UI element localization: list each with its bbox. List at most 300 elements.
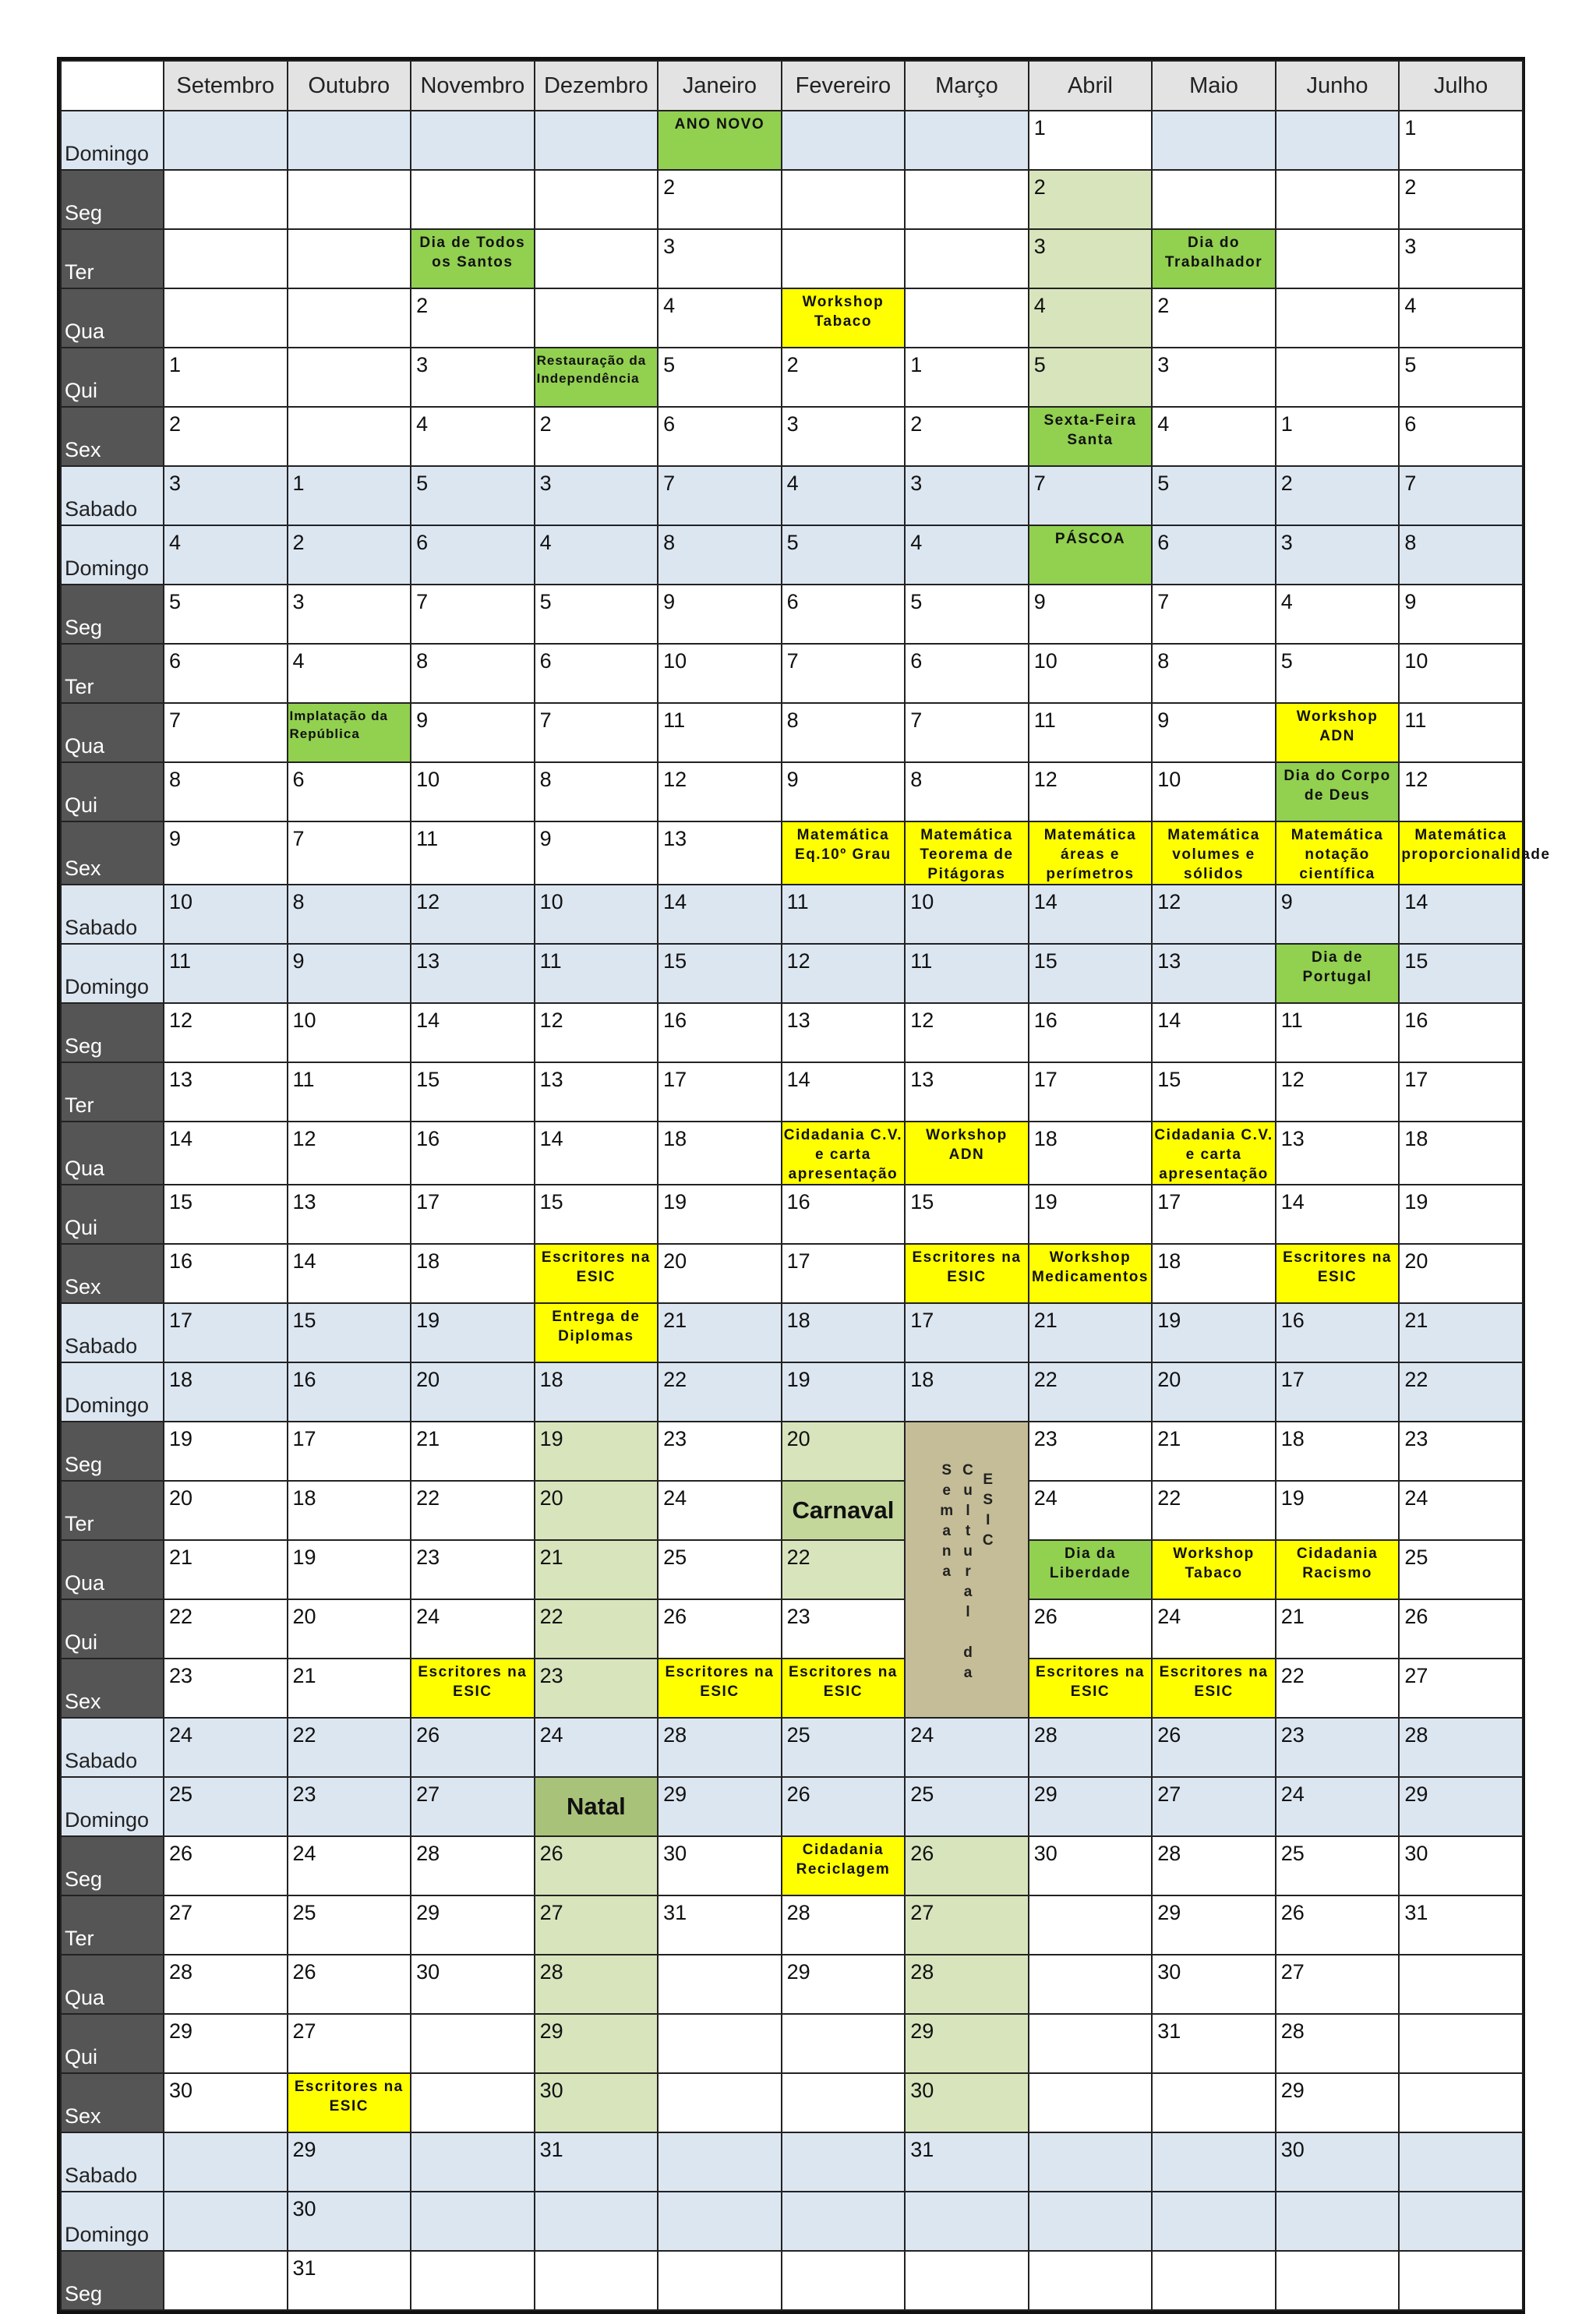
date-cell: 1 <box>1276 407 1400 466</box>
date-cell <box>1399 2014 1523 2073</box>
day-label: Sex <box>61 1244 164 1303</box>
date-cell: 13 <box>288 1185 411 1244</box>
date-cell: 18 <box>411 1244 535 1303</box>
date-cell: 16 <box>1029 1003 1153 1062</box>
semana-letter: C <box>982 1532 994 1549</box>
date-cell: 21 <box>288 1659 411 1718</box>
date-cell <box>288 407 411 466</box>
date-cell: 27 <box>411 1777 535 1836</box>
date-cell: 13 <box>1152 944 1276 1003</box>
day-label: Ter <box>61 1481 164 1540</box>
date-cell: 1 <box>1029 111 1153 170</box>
date-cell <box>1276 170 1400 229</box>
date-cell: 6 <box>535 644 659 703</box>
date-cell: 28 <box>782 1895 906 1955</box>
date-cell <box>1029 2073 1153 2132</box>
date-cell: 23 <box>535 1659 659 1718</box>
date-cell: 10 <box>535 885 659 944</box>
date-cell: 28 <box>905 1955 1029 2014</box>
date-cell: 27 <box>905 1895 1029 1955</box>
date-cell: 7 <box>905 703 1029 762</box>
date-cell: 16 <box>164 1244 288 1303</box>
event-cell: Cidadania C.V. e carta apresentação <box>1152 1122 1276 1185</box>
date-cell: 31 <box>288 2251 411 2310</box>
date-cell: 11 <box>1276 1003 1400 1062</box>
date-cell <box>658 2073 782 2132</box>
date-cell: 26 <box>164 1836 288 1895</box>
date-cell: 2 <box>164 407 288 466</box>
date-cell: 22 <box>1152 1481 1276 1540</box>
day-label: Qua <box>61 288 164 348</box>
date-cell: 21 <box>535 1540 659 1599</box>
date-cell: 4 <box>658 288 782 348</box>
date-cell: 20 <box>782 1422 906 1481</box>
date-cell: 22 <box>1276 1659 1400 1718</box>
date-cell: 3 <box>658 229 782 288</box>
date-cell: 26 <box>288 1955 411 2014</box>
date-cell: 19 <box>164 1422 288 1481</box>
week-day-row <box>61 170 1523 229</box>
date-cell: 18 <box>1029 1122 1153 1185</box>
date-cell: 26 <box>782 1777 906 1836</box>
date-cell: 25 <box>658 1540 782 1599</box>
date-cell <box>905 111 1029 170</box>
event-cell: Workshop ADN <box>905 1122 1029 1185</box>
date-cell: 15 <box>1152 1062 1276 1122</box>
date-cell <box>164 229 288 288</box>
semana-letter: S <box>983 1492 994 1508</box>
date-cell: 18 <box>535 1362 659 1422</box>
date-cell: 25 <box>1276 1836 1400 1895</box>
date-cell: 20 <box>1399 1244 1523 1303</box>
date-cell: 23 <box>658 1422 782 1481</box>
date-cell: 30 <box>1152 1955 1276 2014</box>
day-label: Seg <box>61 1422 164 1481</box>
date-cell <box>1276 2251 1400 2310</box>
date-cell <box>1029 1895 1153 1955</box>
month-header: Maio <box>1152 61 1276 111</box>
day-label: Sabado <box>61 885 164 944</box>
week-day-row <box>61 885 1523 944</box>
month-header: Junho <box>1276 61 1400 111</box>
date-cell: 17 <box>658 1062 782 1122</box>
date-cell <box>1029 2192 1153 2251</box>
semana-letter: a <box>963 1665 973 1681</box>
school-year-calendar <box>57 57 1551 2314</box>
date-cell <box>164 2251 288 2310</box>
date-cell <box>1152 170 1276 229</box>
date-cell: 6 <box>782 585 906 644</box>
date-cell: 16 <box>411 1122 535 1185</box>
date-cell <box>1276 2192 1400 2251</box>
date-cell: 26 <box>1276 1895 1400 1955</box>
date-cell: 4 <box>164 525 288 585</box>
date-cell: 1 <box>288 466 411 525</box>
date-cell: 24 <box>1152 1599 1276 1659</box>
date-cell <box>535 229 659 288</box>
week-day-row <box>61 2014 1523 2073</box>
date-cell: 12 <box>1399 762 1523 821</box>
date-cell: 4 <box>1276 585 1400 644</box>
day-label: Qui <box>61 2014 164 2073</box>
date-cell: 7 <box>782 644 906 703</box>
date-cell: 5 <box>1399 348 1523 407</box>
date-cell: 5 <box>1152 466 1276 525</box>
date-cell: 15 <box>411 1062 535 1122</box>
date-cell: 2 <box>1029 170 1153 229</box>
date-cell: 14 <box>658 885 782 944</box>
date-cell: 8 <box>288 885 411 944</box>
date-cell: 16 <box>1399 1003 1523 1062</box>
month-header: Novembro <box>411 61 535 111</box>
date-cell: 22 <box>535 1599 659 1659</box>
month-header: Janeiro <box>658 61 782 111</box>
date-cell: 2 <box>782 348 906 407</box>
day-label: Seg <box>61 2251 164 2310</box>
date-cell: 9 <box>1399 585 1523 644</box>
date-cell: 27 <box>1276 1955 1400 2014</box>
date-cell: 6 <box>411 525 535 585</box>
semana-letter: r <box>965 1563 971 1580</box>
date-cell: 17 <box>164 1303 288 1362</box>
date-cell: 9 <box>288 944 411 1003</box>
date-cell: 18 <box>658 1122 782 1185</box>
date-cell: 3 <box>535 466 659 525</box>
date-cell <box>782 111 906 170</box>
date-cell <box>164 2132 288 2192</box>
day-label: Domingo <box>61 525 164 585</box>
date-cell: 24 <box>288 1836 411 1895</box>
date-cell: 6 <box>905 644 1029 703</box>
day-label: Qua <box>61 1540 164 1599</box>
date-cell: 9 <box>782 762 906 821</box>
date-cell: 14 <box>411 1003 535 1062</box>
day-label: Seg <box>61 1003 164 1062</box>
month-header: Julho <box>1399 61 1523 111</box>
date-cell <box>782 2014 906 2073</box>
week-day-row <box>61 1955 1523 2014</box>
semana-letter: a <box>963 1584 973 1600</box>
date-cell <box>164 288 288 348</box>
event-cell: Workshop Tabaco <box>782 288 906 348</box>
date-cell: 21 <box>164 1540 288 1599</box>
date-cell <box>411 111 535 170</box>
date-cell: 14 <box>1276 1185 1400 1244</box>
event-cell: Escritores na ESIC <box>535 1244 659 1303</box>
event-cell: Escritores na ESIC <box>1152 1659 1276 1718</box>
date-cell <box>1152 2073 1276 2132</box>
date-cell: 15 <box>658 944 782 1003</box>
week-day-row <box>61 1362 1523 1422</box>
week-day-row <box>61 1599 1523 1659</box>
date-cell: 13 <box>905 1062 1029 1122</box>
date-cell: 4 <box>1029 288 1153 348</box>
date-cell: 24 <box>164 1718 288 1777</box>
date-cell: 24 <box>411 1599 535 1659</box>
date-cell: 14 <box>535 1122 659 1185</box>
date-cell: 12 <box>1152 885 1276 944</box>
date-cell <box>658 2192 782 2251</box>
date-cell: 23 <box>1399 1422 1523 1481</box>
date-cell: 19 <box>411 1303 535 1362</box>
date-cell: 16 <box>288 1362 411 1422</box>
date-cell: 11 <box>164 944 288 1003</box>
semana-letter: d <box>963 1645 973 1661</box>
date-cell: 19 <box>1152 1303 1276 1362</box>
date-cell: 30 <box>1276 2132 1400 2192</box>
date-cell: 10 <box>905 885 1029 944</box>
date-cell: 19 <box>658 1185 782 1244</box>
day-label: Sabado <box>61 2132 164 2192</box>
event-cell: Escritores na ESIC <box>1029 1659 1153 1718</box>
date-cell: 17 <box>1029 1062 1153 1122</box>
month-header: Março <box>905 61 1029 111</box>
date-cell: 27 <box>1399 1659 1523 1718</box>
date-cell: 11 <box>658 703 782 762</box>
date-cell: 25 <box>288 1895 411 1955</box>
day-label: Ter <box>61 1062 164 1122</box>
date-cell <box>658 1955 782 2014</box>
date-cell: 7 <box>535 703 659 762</box>
date-cell: 3 <box>288 585 411 644</box>
day-label: Domingo <box>61 111 164 170</box>
week-day-row <box>61 585 1523 644</box>
date-cell <box>164 2192 288 2251</box>
date-cell: 21 <box>1029 1303 1153 1362</box>
date-cell <box>782 2073 906 2132</box>
date-cell: 25 <box>1399 1540 1523 1599</box>
date-cell: 5 <box>1276 644 1400 703</box>
date-cell <box>535 111 659 170</box>
date-cell: 8 <box>782 703 906 762</box>
date-cell <box>411 2192 535 2251</box>
date-cell: 24 <box>1399 1481 1523 1540</box>
date-cell: 29 <box>164 2014 288 2073</box>
date-cell: 23 <box>164 1659 288 1718</box>
date-cell: 15 <box>905 1185 1029 1244</box>
date-cell: 27 <box>535 1895 659 1955</box>
date-cell: 7 <box>1399 466 1523 525</box>
date-cell: 3 <box>782 407 906 466</box>
holiday-label-cell: Carnaval <box>782 1481 906 1540</box>
week-day-row <box>61 288 1523 348</box>
event-cell: Matemática Teorema de Pitágoras <box>905 821 1029 885</box>
date-cell <box>905 170 1029 229</box>
date-cell: 10 <box>411 762 535 821</box>
week-day-row <box>61 821 1523 885</box>
date-cell: 6 <box>164 644 288 703</box>
date-cell: 18 <box>905 1362 1029 1422</box>
date-cell: 30 <box>288 2192 411 2251</box>
date-cell: 8 <box>1152 644 1276 703</box>
date-cell: 26 <box>535 1836 659 1895</box>
date-cell: 13 <box>411 944 535 1003</box>
date-cell: 9 <box>1276 885 1400 944</box>
date-cell: 29 <box>905 2014 1029 2073</box>
event-cell: Workshop Medicamentos <box>1029 1244 1153 1303</box>
week-day-row <box>61 2132 1523 2192</box>
date-cell: 26 <box>1399 1599 1523 1659</box>
event-cell: Escritores na ESIC <box>1276 1244 1400 1303</box>
date-cell: 27 <box>1152 1777 1276 1836</box>
date-cell: 20 <box>1152 1362 1276 1422</box>
date-cell <box>658 2132 782 2192</box>
date-cell: 20 <box>658 1244 782 1303</box>
date-cell: 11 <box>782 885 906 944</box>
date-cell: 23 <box>1029 1422 1153 1481</box>
date-cell: 26 <box>905 1836 1029 1895</box>
date-cell: 12 <box>905 1003 1029 1062</box>
event-cell: Workshop Tabaco <box>1152 1540 1276 1599</box>
date-cell: 17 <box>1276 1362 1400 1422</box>
day-label: Qui <box>61 348 164 407</box>
event-cell: Matemática volumes e sólidos <box>1152 821 1276 885</box>
week-day-row <box>61 466 1523 525</box>
date-cell: 8 <box>535 762 659 821</box>
date-cell <box>1152 111 1276 170</box>
date-cell: 5 <box>164 585 288 644</box>
day-label: Sex <box>61 821 164 885</box>
date-cell: 12 <box>1276 1062 1400 1122</box>
date-cell: 22 <box>288 1718 411 1777</box>
date-cell: 28 <box>535 1955 659 2014</box>
month-header: Dezembro <box>535 61 659 111</box>
date-cell: 28 <box>1276 2014 1400 2073</box>
event-cell: Escritores na ESIC <box>411 1659 535 1718</box>
date-cell: 2 <box>1276 466 1400 525</box>
day-label: Seg <box>61 170 164 229</box>
date-cell: 21 <box>1152 1422 1276 1481</box>
date-cell: 16 <box>782 1185 906 1244</box>
date-cell <box>1276 348 1400 407</box>
date-cell: 29 <box>658 1777 782 1836</box>
date-cell: 13 <box>658 821 782 885</box>
date-cell: 7 <box>1029 466 1153 525</box>
date-cell: 7 <box>658 466 782 525</box>
date-cell <box>411 2132 535 2192</box>
date-cell: 8 <box>658 525 782 585</box>
event-cell: Cidadania Racismo <box>1276 1540 1400 1599</box>
event-cell: Escritores na ESIC <box>782 1659 906 1718</box>
day-label: Ter <box>61 229 164 288</box>
date-cell: 4 <box>1399 288 1523 348</box>
date-cell: 19 <box>288 1540 411 1599</box>
date-cell: 4 <box>782 466 906 525</box>
date-cell <box>535 288 659 348</box>
date-cell: 20 <box>164 1481 288 1540</box>
holiday-cell: Dia de Portugal <box>1276 944 1400 1003</box>
date-cell: 7 <box>288 821 411 885</box>
date-cell: 16 <box>1276 1303 1400 1362</box>
date-cell: 29 <box>288 2132 411 2192</box>
day-label: Domingo <box>61 944 164 1003</box>
day-label: Seg <box>61 585 164 644</box>
date-cell: 1 <box>905 348 1029 407</box>
date-cell: 23 <box>411 1540 535 1599</box>
day-label: Domingo <box>61 1362 164 1422</box>
semana-letter: l <box>966 1604 970 1620</box>
date-cell: 26 <box>1029 1599 1153 1659</box>
date-cell: 21 <box>1399 1303 1523 1362</box>
date-cell <box>288 348 411 407</box>
date-cell: 22 <box>411 1481 535 1540</box>
date-cell: 23 <box>1276 1718 1400 1777</box>
week-day-row <box>61 944 1523 1003</box>
date-cell: 18 <box>1152 1244 1276 1303</box>
week-day-row <box>61 1540 1523 1599</box>
date-cell: 26 <box>411 1718 535 1777</box>
date-cell <box>782 170 906 229</box>
date-cell: 27 <box>288 2014 411 2073</box>
date-cell: 24 <box>905 1718 1029 1777</box>
semana-letter: C <box>962 1462 973 1478</box>
day-label: Qua <box>61 1955 164 2014</box>
date-cell: 10 <box>1029 644 1153 703</box>
date-cell: 4 <box>905 525 1029 585</box>
date-cell: 30 <box>905 2073 1029 2132</box>
date-cell: 8 <box>411 644 535 703</box>
date-cell: 28 <box>1399 1718 1523 1777</box>
date-cell: 11 <box>905 944 1029 1003</box>
semana-letter: u <box>963 1543 973 1560</box>
holiday-cell: Dia do Trabalhador <box>1152 229 1276 288</box>
date-cell <box>411 2073 535 2132</box>
semana-cultural-block <box>905 1422 1029 1718</box>
date-cell: 14 <box>1029 885 1153 944</box>
date-cell: 22 <box>164 1599 288 1659</box>
date-cell: 29 <box>782 1955 906 2014</box>
date-cell: 30 <box>535 2073 659 2132</box>
week-day-row <box>61 1003 1523 1062</box>
date-cell: 29 <box>1152 1895 1276 1955</box>
date-cell: 5 <box>905 585 1029 644</box>
date-cell <box>1399 2192 1523 2251</box>
date-cell: 7 <box>164 703 288 762</box>
date-cell: 3 <box>164 466 288 525</box>
date-cell: 29 <box>411 1895 535 1955</box>
date-cell: 20 <box>288 1599 411 1659</box>
semana-letter: l <box>966 1503 970 1519</box>
day-label: Sex <box>61 407 164 466</box>
date-cell: 23 <box>782 1599 906 1659</box>
date-cell: 2 <box>288 525 411 585</box>
week-day-row <box>61 1777 1523 1836</box>
day-label: Ter <box>61 1895 164 1955</box>
date-cell: 4 <box>1152 407 1276 466</box>
date-cell: 17 <box>782 1244 906 1303</box>
date-cell <box>1029 2132 1153 2192</box>
week-day-row <box>61 2073 1523 2132</box>
date-cell <box>1399 1955 1523 2014</box>
month-header: Setembro <box>164 61 288 111</box>
event-cell: Cidadania Reciclagem <box>782 1836 906 1895</box>
date-cell: 28 <box>411 1836 535 1895</box>
semana-letter: m <box>940 1503 954 1519</box>
date-cell: 12 <box>535 1003 659 1062</box>
date-cell: 16 <box>658 1003 782 1062</box>
date-cell: 11 <box>1029 703 1153 762</box>
date-cell <box>288 170 411 229</box>
event-cell: Escritores na ESIC <box>288 2073 411 2132</box>
date-cell: 14 <box>164 1122 288 1185</box>
date-cell: 4 <box>288 644 411 703</box>
date-cell <box>1152 2192 1276 2251</box>
date-cell: 5 <box>658 348 782 407</box>
date-cell: 31 <box>535 2132 659 2192</box>
date-cell: 12 <box>1029 762 1153 821</box>
week-day-row <box>61 348 1523 407</box>
day-label: Ter <box>61 644 164 703</box>
